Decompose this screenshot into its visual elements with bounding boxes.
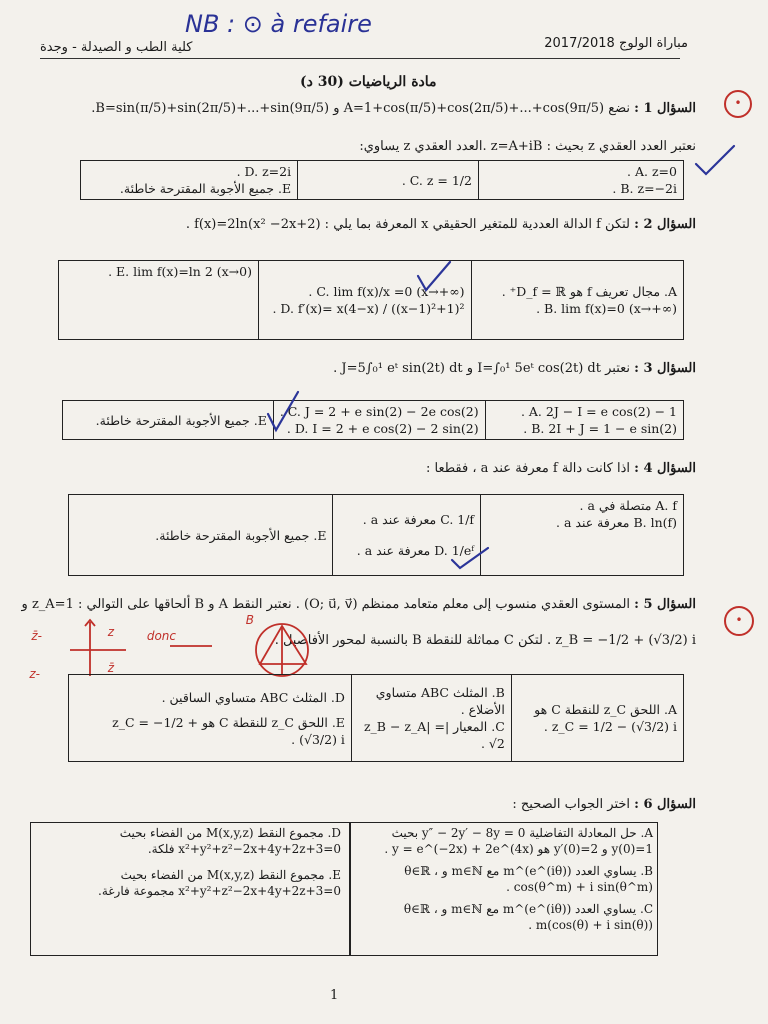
q1-option-e[interactable]: E. جميع الأجوبة المقترحة خاطئة. — [119, 181, 292, 196]
q2-option-b[interactable]: B. lim f(x)=0 (x→+∞) . — [536, 301, 677, 316]
q1-statement-2: نعتبر العدد العقدي z بحيث : z=A+iB .العدد العقدي z يساوي: — [359, 139, 696, 154]
q6-option-e[interactable]: E. مجموع النقط M(x,y,z) من الفضاء بحيث x²+y²+z²−2x+4y+2z+3=0 مجموعة فارغة. — [98, 868, 341, 898]
q1-circle-mark: • — [724, 90, 752, 118]
header-right: مباراة الولوج 2017/2018 — [544, 36, 688, 51]
q2-checkmark-icon — [412, 258, 456, 294]
q4-option-d[interactable]: D. 1/eᶠ معرفة عند a . — [356, 543, 475, 558]
q6-answers — [30, 822, 658, 956]
subject-title: مادة الرياضيات (30 د) — [300, 74, 437, 90]
q3-option-b[interactable]: B. 2I + J = 1 − e sin(2) . — [523, 421, 677, 436]
q5-statement — [21, 596, 696, 613]
q1-option-a[interactable]: A. z=0 . — [627, 164, 677, 179]
q3-option-e[interactable]: E. جميع الأجوبة المقترحة خاطئة. — [95, 412, 267, 428]
svg-text:-z̄: -z̄ — [31, 629, 42, 643]
q5-option-b[interactable]: B. المثلث ABC متساوي الأضلاع . — [375, 685, 505, 717]
q5-text: المستوى العقدي منسوب إلى معلم متعامد ممنظم (O; u⃗, v⃗) . نعتبر النقط A و B ألحاقها على التوالي : z_A=1 و — [21, 597, 631, 612]
q1-option-b[interactable]: B. z=−2i . — [612, 181, 677, 196]
svg-text:donc: donc — [146, 629, 176, 643]
q5-circle-mark: • — [724, 606, 754, 636]
q1-statement — [56, 100, 696, 117]
q2-text: لتكن f الدالة العددية للمتغير الحقيقي x المعرفة بما يلي : f(x)=2ln(x² −2x+2) . — [185, 217, 631, 232]
q4-statement — [56, 460, 696, 477]
q3-checkmark-icon — [262, 388, 306, 438]
q2-label: السؤال 2 : — [634, 217, 696, 232]
svg-text:B: B — [245, 613, 254, 627]
header-rule — [40, 58, 680, 59]
svg-text:z̄: z̄ — [107, 661, 114, 675]
q5-handwritten-sketch — [30, 612, 350, 682]
q2-option-a[interactable]: A. مجال تعريف f هو D_f = ℝ⁺ . — [501, 284, 677, 299]
q6-option-c[interactable]: C. يساوي العدد (e^(iθ))^m مع m∈ℕ و θ∈ℝ ، m(cos(θ) + i sin(θ)) . — [403, 902, 653, 932]
q1-option-c[interactable]: C. z = 1/2 . — [401, 172, 472, 188]
q4-answers — [68, 494, 684, 576]
q5-option-a[interactable]: A. اللحق z_C للنقطة C هو z_C = 1/2 − (√3/2) i . — [534, 702, 677, 734]
q5-label: السؤال 5 : — [634, 597, 696, 612]
svg-text:-z: -z — [29, 667, 40, 681]
q6-column-divider — [349, 823, 351, 955]
q2-option-c[interactable]: C. lim f(x)/x =0 (x→+∞) . — [308, 284, 465, 299]
q3-text: نعتبر I=∫₀¹ 5eᵗ cos(2t) dt و J=5∫₀¹ eᵗ sin(2t) dt . — [333, 361, 631, 376]
q6-statement — [56, 796, 696, 813]
q5-option-d[interactable]: D. المثلث ABC متساوي الساقين . — [161, 689, 345, 705]
q6-column-left — [37, 825, 341, 899]
handwritten-note: NB : ⊙ à refaire — [185, 10, 372, 38]
q1-answers — [80, 160, 684, 200]
q3-option-c[interactable]: C. J = 2 + e sin(2) − 2e cos(2) . — [279, 404, 479, 419]
q4-option-b[interactable]: B. ln(f) معرفة عند a . — [556, 515, 677, 530]
q4-label: السؤال 4 : — [634, 461, 696, 476]
q1-option-d[interactable]: D. z=2i . — [236, 164, 292, 179]
q6-label: السؤال 6 : — [634, 797, 696, 812]
q5-option-e[interactable]: E. اللحق z_C للنقطة C هو z_C = −1/2 + (√3/2) i . — [112, 714, 345, 747]
q4-option-a[interactable]: A. f متصلة في a . — [579, 498, 677, 513]
q5-option-c[interactable]: C. المعيار |z_B − z_A| = √2 . — [363, 719, 505, 751]
svg-text:z: z — [107, 625, 114, 639]
q3-answers — [62, 400, 684, 440]
q2-statement — [56, 216, 696, 233]
q1-label: السؤال 1 : — [634, 101, 696, 116]
q4-text: اذا كانت دالة f معرفة عند a ، فقطعا : — [425, 461, 631, 476]
q5-statement-2: z_B = −1/2 + (√3/2) i . لتكن C مماثلة للنقطة B بالنسبة لمحور الأفاصيل . — [274, 633, 696, 648]
q1-checkmark-icon — [690, 140, 740, 180]
q2-option-d[interactable]: D. f′(x)= x(4−x) / ((x−1)²+1)² . — [272, 301, 465, 316]
q5-answers — [68, 674, 684, 762]
q2-option-e[interactable]: E. lim f(x)=ln 2 (x→0) . — [108, 264, 252, 279]
q6-option-b[interactable]: B. يساوي العدد (e^(iθ))^m مع m∈ℕ و θ∈ℝ ، cos(θ^m) + i sin(θ^m) . — [404, 864, 653, 894]
q4-option-c[interactable]: C. 1/f معرفة عند a . — [362, 512, 475, 527]
q1-text: نضع A=1+cos(π/5)+cos(2π/5)+...+cos(9π/5) و B=sin(π/5)+sin(2π/5)+...+sin(9π/5). — [91, 101, 631, 116]
q6-text: اختر الجواب الصحيح : — [512, 797, 631, 812]
q3-label: السؤال 3 : — [634, 361, 696, 376]
q3-option-a[interactable]: A. 2J − I = e cos(2) − 1 . — [520, 404, 677, 419]
q2-answers — [58, 260, 684, 340]
q6-option-a[interactable]: A. حل المعادلة التفاضلية y″ − 2y′ − 8y = 0 بحيث y(0)=1 و y′(0)=2 هو y = e^(−2x) + 2e^(4x) . — [384, 826, 653, 856]
q3-option-d[interactable]: D. I = 2 + e cos(2) − 2 sin(2) . — [286, 421, 479, 436]
q6-column-right — [357, 825, 653, 933]
q4-checkmark-icon — [448, 540, 492, 570]
q4-option-e[interactable]: E. جميع الأجوبة المقترحة خاطئة. — [155, 527, 327, 543]
q3-statement — [56, 360, 696, 377]
page-number: 1 — [330, 988, 339, 1003]
header-left: كلية الطب و الصيدلة - وجدة — [40, 40, 193, 55]
q6-option-d[interactable]: D. مجموع النقط M(x,y,z) من الفضاء بحيث x²+y²+z²−2x+4y+2z+3=0 فلكة. — [119, 826, 341, 856]
